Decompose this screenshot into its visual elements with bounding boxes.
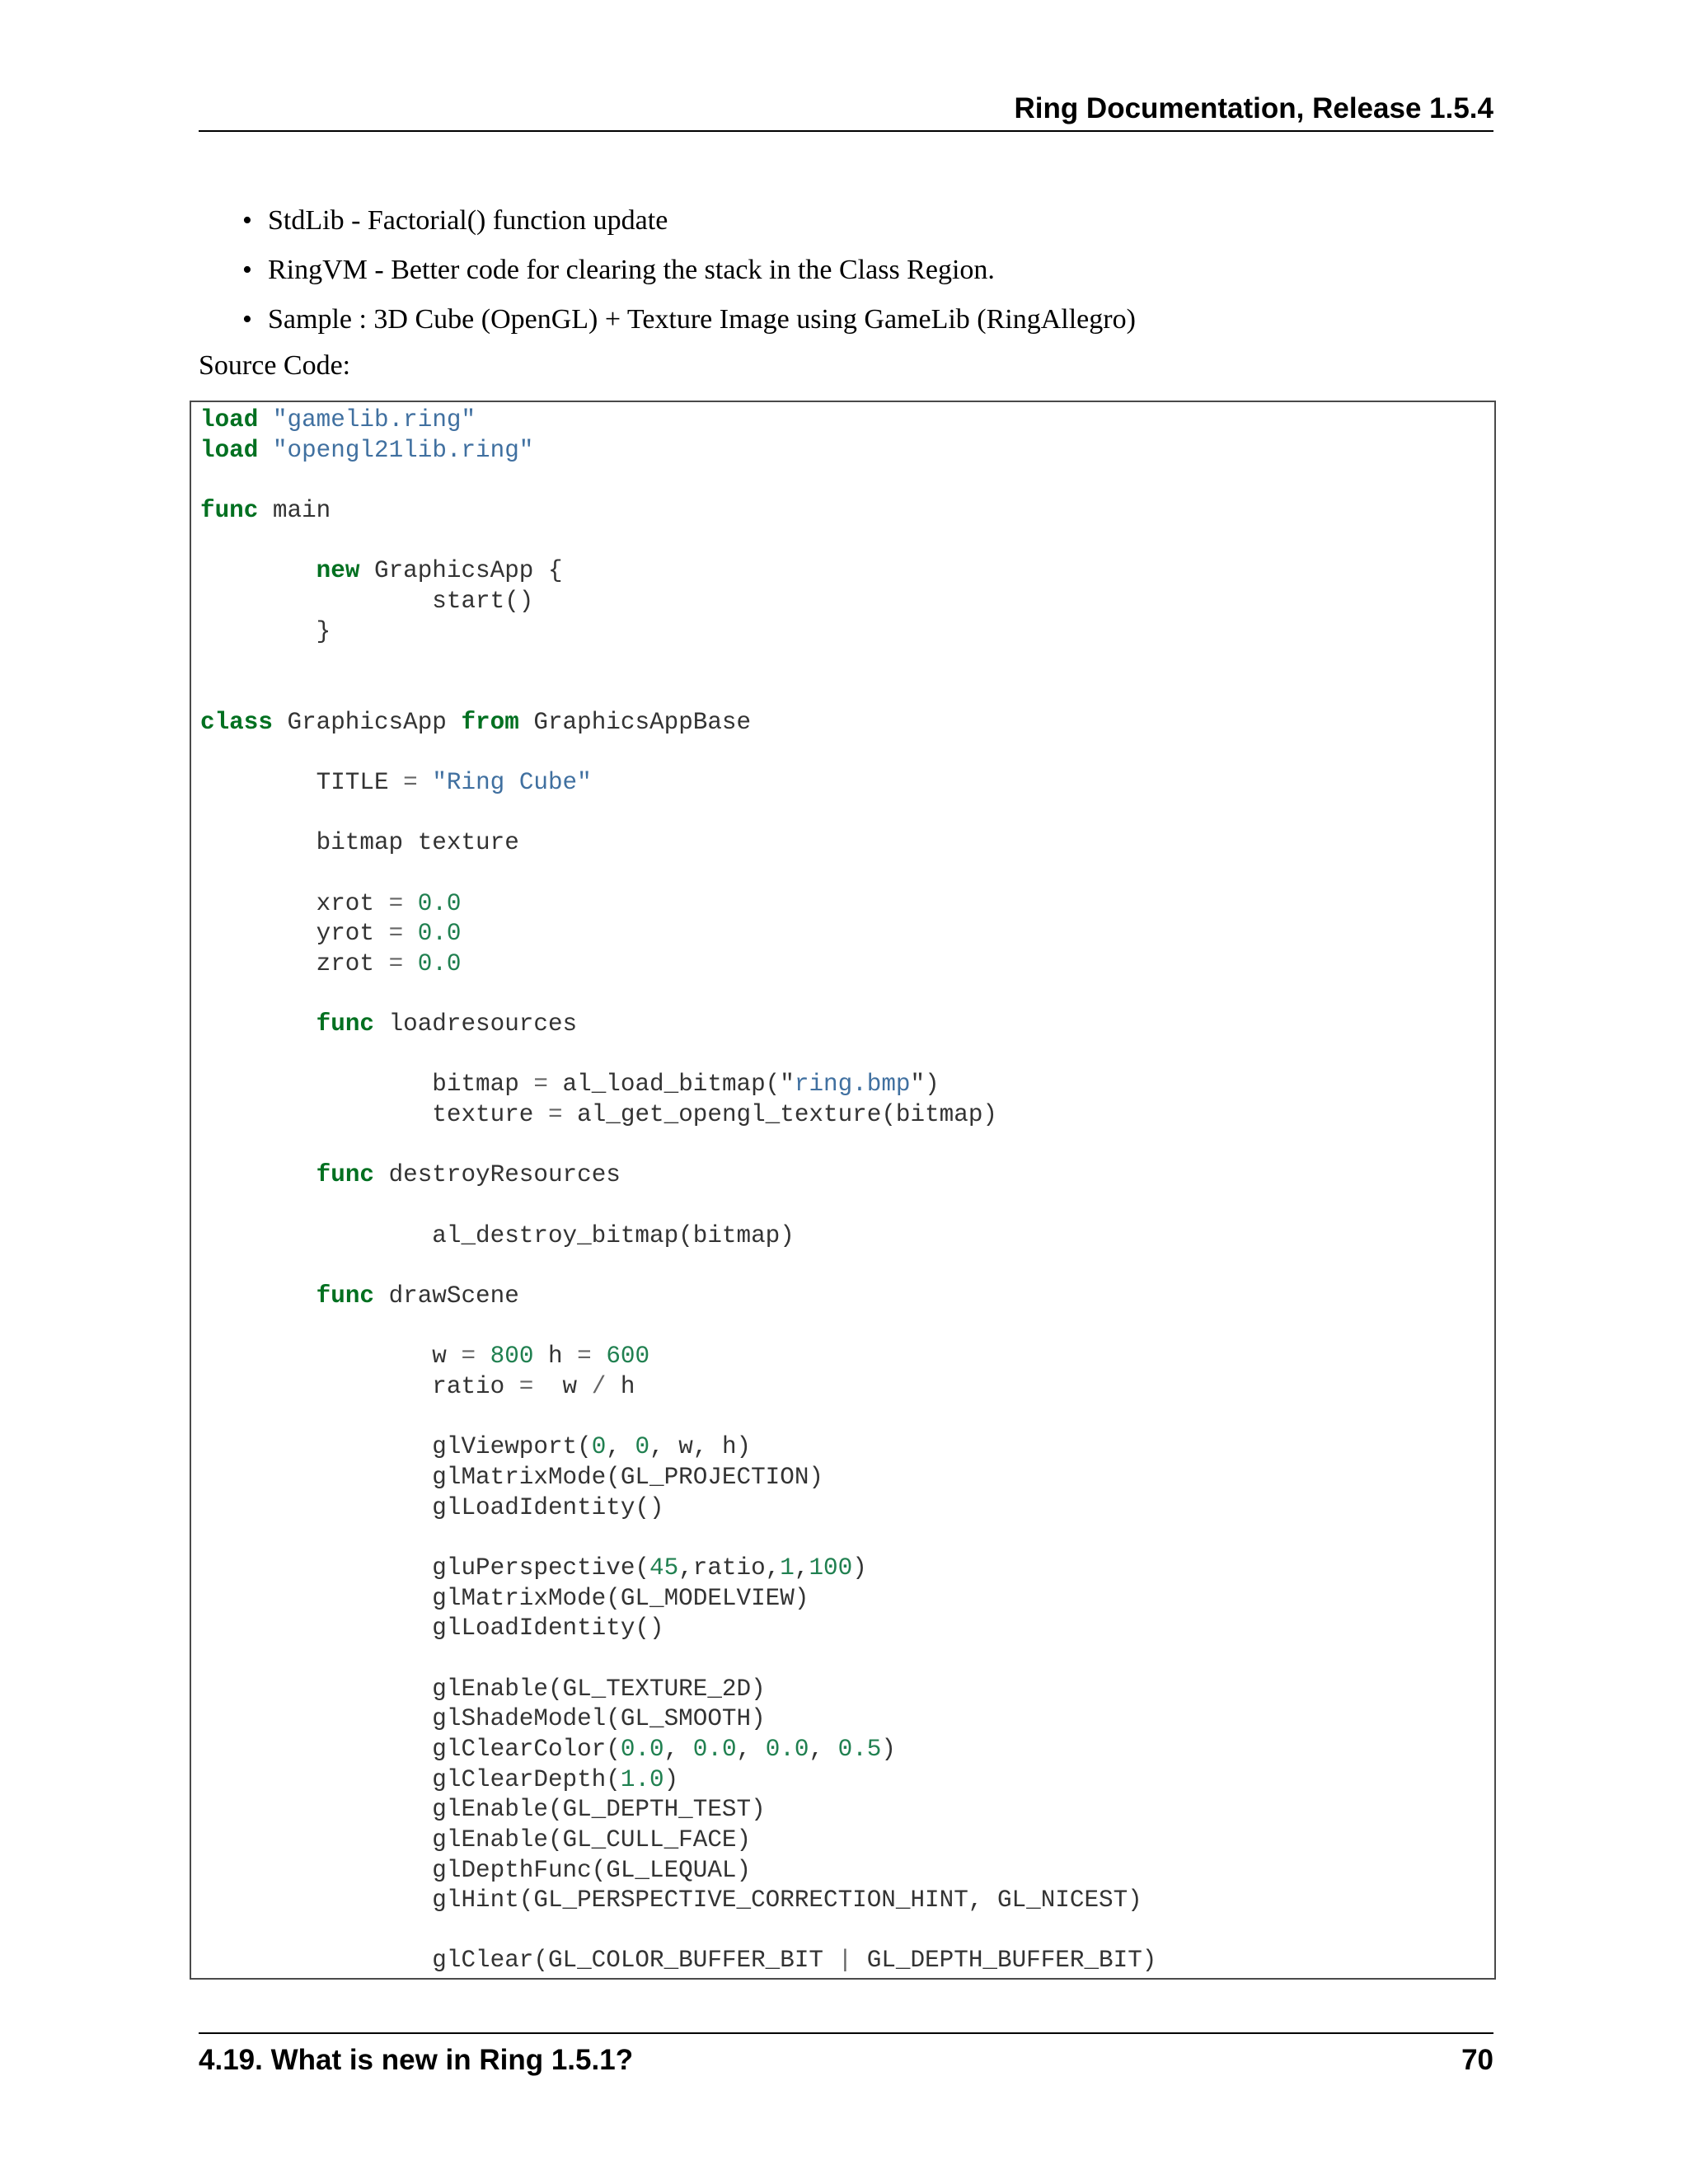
code-number: 600 (606, 1343, 650, 1371)
code-number: 1 (780, 1554, 795, 1582)
code-text: glMatrixMode(GL_PROJECTION) (200, 1463, 823, 1491)
code-text: TITLE (200, 768, 404, 796)
code-line (200, 1373, 635, 1400)
code-line (200, 950, 462, 977)
code-text: glShadeModel(GL_SMOOTH) (200, 1705, 766, 1733)
code-text (592, 1343, 607, 1370)
code-number: 0 (635, 1433, 650, 1461)
bullet-marker: • (242, 205, 252, 236)
code-number: 0.0 (417, 920, 462, 948)
code-text: ,ratio, (678, 1554, 781, 1582)
code-operator: = (388, 889, 404, 917)
source-code-label: Source Code: (199, 350, 351, 381)
code-text: , (809, 1735, 838, 1763)
code-line (200, 829, 519, 856)
code-text: yrot (200, 920, 389, 948)
code-text: glEnable(GL_DEPTH_TEST) (200, 1796, 766, 1824)
code-text: bitmap (200, 1071, 534, 1099)
code-listing (200, 405, 1156, 1976)
code-text: glDepthFunc(GL_LEQUAL) (200, 1856, 752, 1884)
code-text (200, 557, 316, 584)
code-text: } (200, 617, 331, 645)
list-item-text: StdLib - Factorial() function update (268, 205, 668, 236)
code-line (200, 769, 592, 796)
code-text: xrot (200, 889, 389, 917)
code-text: , (663, 1735, 693, 1763)
code-keyword: func (316, 1010, 374, 1038)
code-keyword: func (200, 496, 259, 524)
code-text: bitmap texture (200, 829, 519, 857)
code-operator: = (403, 768, 418, 796)
code-text: glClearColor( (200, 1735, 621, 1763)
code-text (418, 769, 433, 796)
code-text (403, 890, 418, 917)
code-line (200, 1615, 664, 1642)
code-line (200, 1796, 766, 1823)
code-number: 800 (490, 1343, 534, 1371)
code-line (200, 618, 331, 645)
code-string: "Ring Cube" (432, 768, 592, 796)
code-line (200, 1282, 519, 1310)
code-keyword: func (316, 1282, 374, 1310)
code-text: glEnable(GL_CULL_FACE) (200, 1825, 752, 1854)
code-text: ") (910, 1071, 940, 1099)
code-operator: = (518, 1373, 534, 1400)
code-operator: = (533, 1071, 548, 1099)
code-line (200, 1494, 664, 1521)
code-text: al_destroy_bitmap(bitmap) (200, 1221, 795, 1249)
code-text: destroyResources (373, 1161, 621, 1189)
code-number: 1.0 (620, 1765, 664, 1793)
code-text: al_get_opengl_texture(bitmap) (562, 1101, 997, 1129)
code-string: ring.bmp (794, 1071, 911, 1099)
list-item (199, 246, 1493, 295)
code-text: h (533, 1343, 578, 1371)
code-line (200, 1585, 809, 1612)
code-text: GraphicsApp (272, 708, 462, 736)
code-line (200, 1857, 751, 1884)
list-item-text: RingVM - Better code for clearing the stack in the Class Region. (268, 255, 995, 285)
code-text (200, 1282, 316, 1310)
code-number: 100 (809, 1554, 853, 1582)
list-item (199, 196, 1493, 246)
code-line (200, 406, 476, 434)
code-text (200, 1010, 316, 1038)
code-line (200, 1464, 823, 1491)
code-text (258, 437, 273, 464)
code-text: start() (200, 587, 534, 615)
code-text: , (794, 1554, 809, 1582)
code-line (200, 1343, 649, 1370)
code-text: glEnable(GL_TEXTURE_2D) (200, 1675, 766, 1703)
code-text: drawScene (373, 1282, 519, 1310)
code-text (200, 1161, 316, 1188)
code-text (258, 406, 273, 434)
bullet-list (199, 196, 1493, 344)
code-operator: = (547, 1101, 563, 1129)
code-block (190, 401, 1496, 1980)
code-string: "gamelib.ring" (272, 406, 476, 434)
code-text: , (736, 1735, 766, 1763)
code-text: glClear(GL_COLOR_BUFFER_BIT (200, 1947, 838, 1975)
code-line (200, 1433, 751, 1460)
code-keyword: from (461, 708, 519, 736)
code-text: glLoadIdentity() (200, 1493, 664, 1521)
bullet-marker: • (242, 304, 252, 335)
document-title: Ring Documentation, Release 1.5.4 (1014, 92, 1493, 124)
code-operator: = (461, 1343, 476, 1371)
code-text: zrot (200, 949, 389, 977)
code-text: GraphicsAppBase (518, 708, 752, 736)
code-number: 0.0 (765, 1735, 809, 1763)
code-text (403, 950, 418, 977)
code-text: ) (663, 1765, 679, 1793)
code-text: w (533, 1373, 592, 1400)
code-line (200, 1554, 867, 1582)
code-keyword: load (200, 406, 259, 434)
code-line (200, 1947, 1156, 1974)
code-keyword: func (316, 1161, 374, 1189)
code-line (200, 1675, 766, 1703)
code-line (200, 1736, 896, 1763)
code-text: main (258, 496, 331, 524)
code-text: ) (852, 1554, 867, 1582)
code-text: w (200, 1343, 462, 1371)
code-line (200, 1010, 577, 1038)
code-text (403, 920, 418, 947)
code-text: GraphicsApp { (359, 557, 563, 585)
code-text: glMatrixMode(GL_MODELVIEW) (200, 1584, 809, 1612)
page-header (199, 89, 1493, 132)
code-operator: | (837, 1947, 853, 1975)
code-line (200, 1826, 751, 1854)
code-line (200, 1886, 1142, 1914)
code-text: texture (200, 1101, 548, 1129)
code-operator: / (591, 1373, 607, 1400)
list-item (199, 295, 1493, 344)
code-text: glClearDepth( (200, 1765, 621, 1793)
code-line (200, 497, 331, 524)
code-line (200, 1101, 997, 1128)
code-text: glViewport( (200, 1433, 592, 1461)
code-text: loadresources (373, 1010, 578, 1038)
code-text: glLoadIdentity() (200, 1615, 664, 1643)
code-text: glHint(GL_PERSPECTIVE_CORRECTION_HINT, GL_NICEST) (200, 1886, 1142, 1915)
code-number: 0 (591, 1433, 607, 1461)
code-line (200, 1071, 940, 1098)
code-text (476, 1343, 490, 1370)
code-number: 0.5 (837, 1735, 882, 1763)
code-operator: = (577, 1343, 592, 1371)
code-text: ) (881, 1735, 896, 1763)
code-text: , w, h) (649, 1433, 752, 1461)
code-text: h (606, 1373, 635, 1400)
code-text: al_load_bitmap(" (547, 1071, 795, 1099)
code-number: 45 (649, 1554, 679, 1582)
code-line (200, 588, 533, 615)
list-item-text: Sample : 3D Cube (OpenGL) + Texture Image using GameLib (RingAllegro) (268, 304, 1136, 335)
code-number: 0.0 (692, 1735, 737, 1763)
code-number: 0.0 (417, 889, 462, 917)
code-number: 0.0 (417, 949, 462, 977)
code-text: gluPerspective( (200, 1554, 650, 1582)
code-line (200, 437, 533, 464)
code-line (200, 890, 462, 917)
footer-section-title: 4.19. What is new in Ring 1.5.1? (199, 2044, 634, 2076)
code-text: ratio (200, 1373, 519, 1400)
code-line (200, 1222, 795, 1249)
page-number: 70 (1461, 2044, 1493, 2076)
code-line (200, 557, 563, 584)
code-string: "opengl21lib.ring" (272, 436, 534, 464)
code-line (200, 1161, 621, 1188)
code-number: 0.0 (620, 1735, 664, 1763)
page-footer (199, 2032, 1493, 2083)
code-keyword: class (200, 708, 273, 736)
code-operator: = (388, 920, 404, 948)
code-text: , (606, 1433, 635, 1461)
code-keyword: load (200, 436, 259, 464)
code-line (200, 709, 751, 736)
code-line (200, 1705, 766, 1732)
code-operator: = (388, 949, 404, 977)
code-line (200, 1766, 678, 1793)
code-line (200, 920, 462, 947)
code-text: GL_DEPTH_BUFFER_BIT) (852, 1947, 1157, 1975)
code-keyword: new (316, 557, 360, 585)
bullet-marker: • (242, 255, 252, 285)
